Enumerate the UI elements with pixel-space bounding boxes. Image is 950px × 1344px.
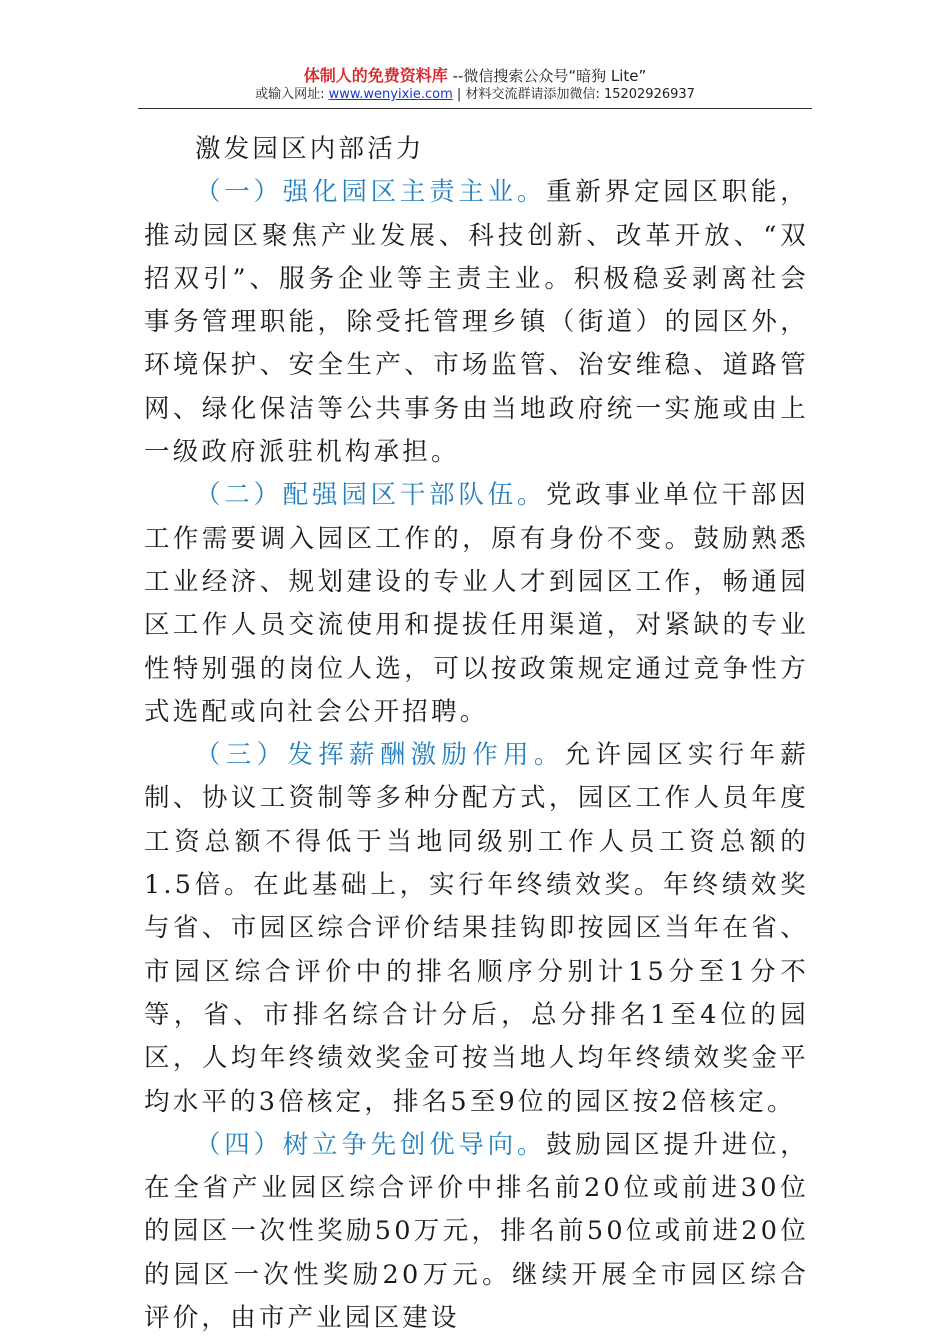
document-body	[144, 128, 809, 1340]
section-paragraph-1	[144, 171, 809, 474]
section-text-1: 重新界定园区职能，推动园区聚焦产业发展、科技创新、改革开放、“双招双引”、服务企业等主责主业。积极稳妥剥离社会事务管理职能，除受托管理乡镇（街道）的园区外，环境保护、安全生产、市场监管、治安维稳、道路管网、绿化保洁等公共事务由当地政府统一实施或由上一级政府派驻机构承担。	[144, 177, 809, 468]
page-header	[0, 66, 950, 104]
header-banner	[0, 66, 950, 86]
section-paragraph-4	[144, 1124, 809, 1340]
section-text-3: 允许园区实行年薪制、协议工资制等多种分配方式，园区工作人员年度工资总额不得低于当地同级别工作人员工资总额的1.5倍。在此基础上，实行年终绩效奖。年终绩效奖与省、市园区综合评价结果挂钩即按园区当年在省、市园区综合评价中的排名顺序分别计15分至1分不等，省、市排名综合计分后，总分排名1至4位的园区，人均年终绩效奖金可按当地人均年终绩效奖金平均水平的3倍核定，排名5至9位的园区按2倍核定。	[144, 740, 809, 1117]
header-contact-line	[0, 86, 950, 104]
header-site-prefix: 或输入网址:	[255, 87, 329, 102]
section-text-2: 党政事业单位干部因工作需要调入园区工作的，原有身份不变。鼓励熟悉工业经济、规划建设的专业人才到园区工作，畅通园区工作人员交流使用和提拔任用渠道，对紧缺的专业性特别强的岗位人选，可以按政策规定通过竞争性方式选配或向社会公开招聘。	[144, 480, 809, 727]
section-paragraph-2	[144, 474, 809, 734]
section-text-4: 鼓励园区提升进位，在全省产业园区综合评价中排名前20位或前进30位的园区一次性奖励50万元，排名前50位或前进20位的园区一次性奖励20万元。继续开展全市园区综合评价，由市产业园区建设	[144, 1129, 809, 1334]
header-site-link[interactable]: www.wenyixie.com	[328, 87, 453, 102]
header-tagline: --微信搜索公众号“暗狗 Lite”	[447, 67, 647, 85]
section-paragraph-3	[144, 734, 809, 1124]
section-title-2: （二）配强园区干部队伍。	[195, 480, 547, 511]
section-title-3: （三）发挥薪酬激励作用。	[195, 740, 565, 771]
header-contact: | 材料交流群请添加微信: 15202926937	[452, 87, 695, 102]
section-title-4: （四）树立争先创优导向。	[195, 1129, 547, 1160]
section-title-1: （一）强化园区主责主业。	[195, 177, 547, 208]
header-brand: 体制人的免费资料库	[303, 66, 448, 85]
section-heading: 激发园区内部活力	[195, 134, 425, 164]
header-divider	[138, 108, 812, 109]
